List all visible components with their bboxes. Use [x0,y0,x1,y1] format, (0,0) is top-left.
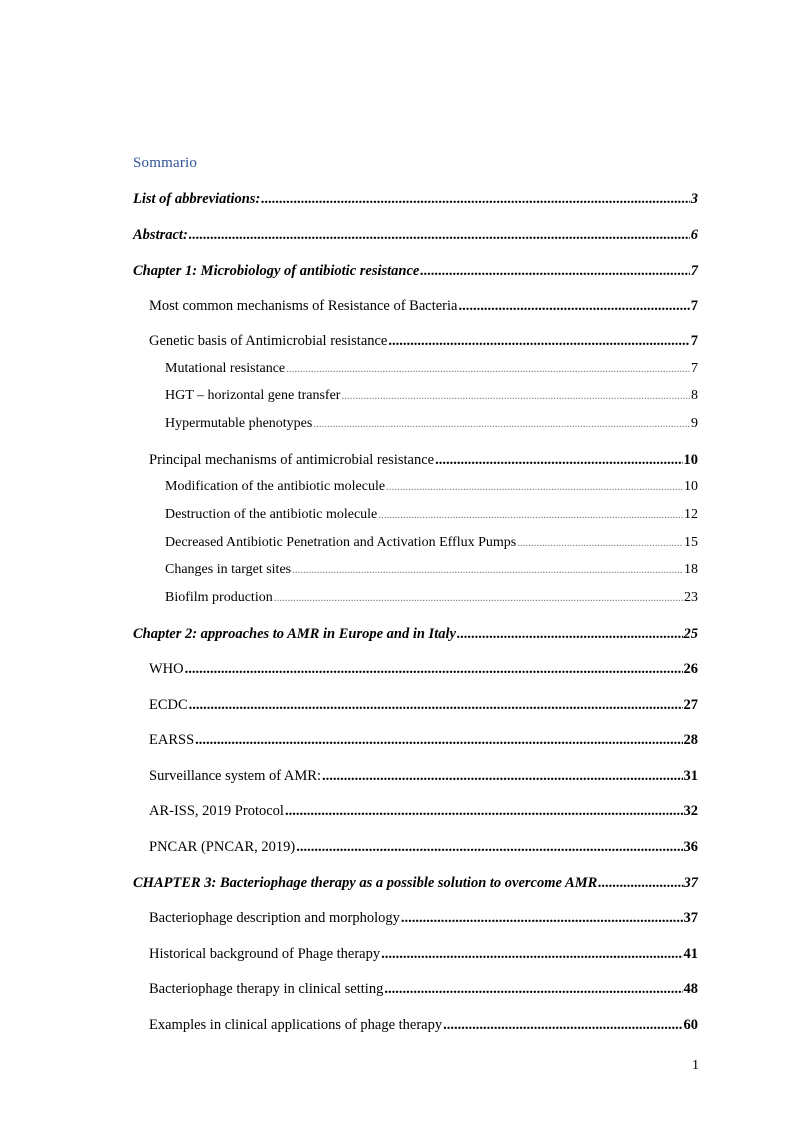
toc-entry[interactable] [165,360,698,378]
toc-entry-label: Principal mechanisms of antimicrobial resistance [149,452,435,468]
toc-entry-page: 26 [683,661,698,677]
toc-entry-page: 10 [683,452,698,468]
toc-leader-dots [386,478,683,496]
toc-entry-label: Biofilm production [165,590,273,605]
toc-entry-page: 6 [690,227,698,243]
toc-leader-dots [401,909,683,927]
toc-entry-label: PNCAR (PNCAR, 2019) [149,839,296,855]
toc-entry-page: 31 [683,768,698,784]
toc-entry-page: 41 [683,946,698,962]
toc-entry-label: Abstract: [133,227,188,243]
toc-entry-page: 7 [690,333,698,349]
toc-entry[interactable] [149,731,698,749]
toc-leader-dots [189,696,683,714]
toc-leader-dots [274,589,683,607]
toc-entry-label: HGT – horizontal gene transfer [165,388,341,403]
toc-leader-dots [378,506,683,524]
toc-leader-dots [195,731,682,749]
toc-entry-page: 7 [690,298,698,314]
toc-entry-label: Decreased Antibiotic Penetration and Activation Efflux Pumps [165,535,517,550]
toc-entry-label: Destruction of the antibiotic molecule [165,507,378,522]
toc-entry-label: Genetic basis of Antimicrobial resistance [149,333,388,349]
toc-entry[interactable] [133,625,698,643]
toc-entry-label: Surveillance system of AMR: [149,768,321,784]
toc-entry[interactable] [165,478,698,496]
toc-entry-page: 10 [684,479,698,494]
toc-entry-page: 9 [691,416,698,431]
toc-entry[interactable] [165,561,698,579]
toc-entry-label: CHAPTER 3: Bacteriophage therapy as a possible solution to overcome AMR [133,875,598,891]
toc-entry[interactable] [133,190,698,208]
toc-entry-page: 32 [683,803,698,819]
toc-entry-page: 15 [684,535,698,550]
toc-entry[interactable] [149,297,698,315]
toc-entry-page: 60 [683,1017,698,1033]
toc-entry-label: WHO [149,661,184,677]
toc-entry-label: Hypermutable phenotypes [165,416,313,431]
toc-title: Sommario [133,155,198,171]
toc-entry[interactable] [133,262,698,280]
toc-entry-page: 3 [690,191,698,207]
toc-leader-dots [296,838,682,856]
toc-leader-dots [189,226,690,244]
toc-entry-label: Most common mechanisms of Resistance of Bacteria [149,298,458,314]
toc-entry[interactable] [149,802,698,820]
toc-entry-page: 8 [691,388,698,403]
toc-entry[interactable] [165,387,698,405]
toc-leader-dots [458,297,689,315]
toc-leader-dots [185,660,683,678]
toc-entry[interactable] [133,226,698,244]
toc-entry-label: Mutational resistance [165,361,286,376]
toc-entry-page: 12 [684,507,698,522]
toc-entry-page: 36 [683,839,698,855]
toc-leader-dots [313,415,690,433]
toc-leader-dots [598,874,682,892]
toc-leader-dots [292,561,683,579]
toc-leader-dots [420,262,689,280]
toc-entry-label: EARSS [149,732,195,748]
toc-entry-label: Historical background of Phage therapy [149,946,381,962]
toc-entry[interactable] [165,415,698,433]
toc-entry-label: Chapter 2: approaches to AMR in Europe and in Italy [133,626,456,642]
toc-entry-label: Bacteriophage description and morphology [149,910,400,926]
toc-entry-label: Changes in target sites [165,562,292,577]
toc-entry[interactable] [149,660,698,678]
toc-entry[interactable] [149,838,698,856]
toc-entry-page: 28 [683,732,698,748]
toc-leader-dots [285,802,683,820]
toc-entry-page: 37 [683,910,698,926]
toc-entry[interactable] [165,534,698,552]
page-number: 1 [692,1058,699,1073]
toc-entry-page: 37 [683,875,698,891]
toc-leader-dots [261,190,689,208]
toc-entry[interactable] [149,696,698,714]
toc-entry[interactable] [149,909,698,927]
toc-entry-label: Examples in clinical applications of phage therapy [149,1017,443,1033]
toc-entry-label: List of abbreviations: [133,191,261,207]
toc-entry-page: 27 [683,697,698,713]
toc-entry-page: 23 [684,590,698,605]
toc-entry-label: Chapter 1: Microbiology of antibiotic resistance [133,263,420,279]
toc-entry-page: 48 [683,981,698,997]
toc-leader-dots [341,387,690,405]
toc-leader-dots [286,360,690,378]
toc-leader-dots [435,451,682,469]
toc-entry[interactable] [149,332,698,350]
toc-leader-dots [322,767,683,785]
toc-entry-label: Bacteriophage therapy in clinical setting [149,981,384,997]
toc-entry-page: 7 [691,361,698,376]
toc-entry-page: 7 [690,263,698,279]
toc-entry[interactable] [149,945,698,963]
toc-leader-dots [457,625,683,643]
toc-entry[interactable] [149,451,698,469]
toc-leader-dots [443,1016,682,1034]
toc-leader-dots [381,945,682,963]
toc-leader-dots [517,534,683,552]
toc-entry-label: Modification of the antibiotic molecule [165,479,386,494]
toc-entry[interactable] [133,874,698,892]
toc-leader-dots [388,332,689,350]
toc-entry[interactable] [149,1016,698,1034]
toc-entry[interactable] [165,589,698,607]
toc-entry-page: 25 [683,626,698,642]
toc-entry-label: AR-ISS, 2019 Protocol [149,803,284,819]
toc-entry[interactable] [149,767,698,785]
toc-entry-label: ECDC [149,697,188,713]
toc-entry[interactable] [149,980,698,998]
toc-entry[interactable] [165,506,698,524]
toc-leader-dots [384,980,682,998]
toc-entry-page: 18 [684,562,698,577]
